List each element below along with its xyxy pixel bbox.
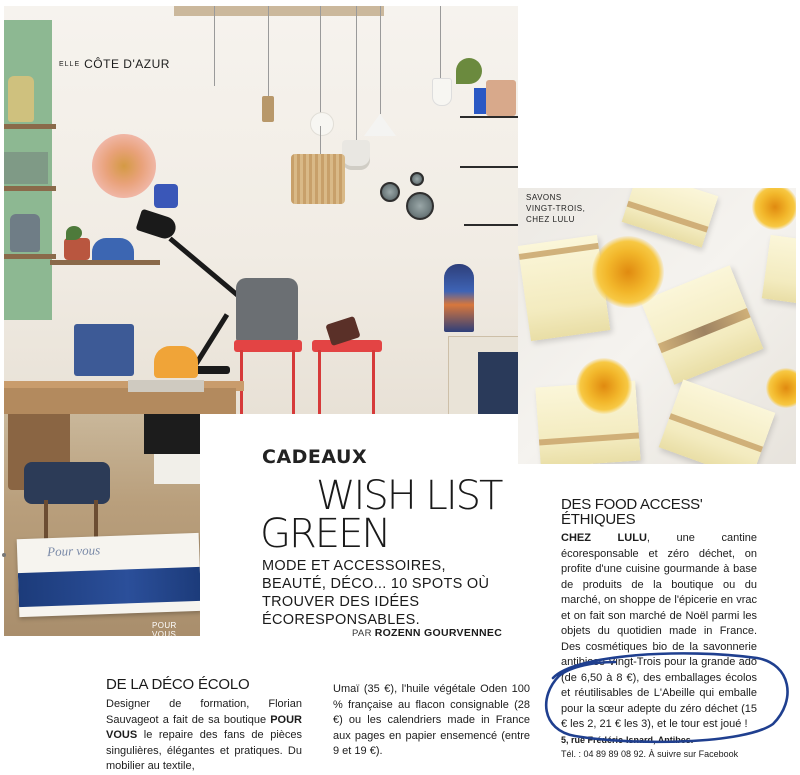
chair-leg [94, 500, 98, 540]
left-column-heading: DE LA DÉCO ÉCOLO [106, 676, 250, 693]
right-column-lead: CHEZ LULU [561, 532, 647, 544]
metal-shelf [464, 224, 518, 226]
pendant-lamp [262, 96, 274, 122]
card-blue-stripe [18, 567, 200, 607]
ceiling-beam [174, 6, 384, 16]
desk-lamp-arm [168, 237, 242, 300]
plant-pot [64, 238, 90, 260]
metal-shelf [460, 166, 518, 168]
round-mirror [380, 182, 400, 202]
lamp-cord [380, 6, 381, 114]
magazine-brand: ELLE [59, 61, 81, 68]
soap-stripe [658, 308, 751, 353]
stool-leg [318, 350, 321, 414]
contact-line [561, 747, 757, 761]
phone: Tél. : 04 89 89 08 92. [561, 748, 647, 759]
right-column-text: , une cantine écoresponsable et zéro déchet, on profite d'une cuisine gourmande à base de produits de la boutique ou du marché, on shoppe de l'épicerie en vrac et on fait son marché de Noël parmi les objets du quotidien made in France. Des cosmétiques bio de la savonnerie antibiose Vingt-Trois pour la grande ado (de 6,50 à 8 €), des emballages écolos et réutilisables de L'Abeille qui emballe pour la sœur adepte du zéro déchet (15 € les 2, 21 € les 3), et le tour est joué ! [561, 532, 757, 730]
left-column-body [106, 697, 302, 775]
shop-interior-photo [4, 6, 518, 414]
right-column-body [561, 531, 757, 761]
blue-ornament [92, 238, 134, 260]
title-line-2: GREEN [260, 511, 390, 557]
section-kicker: CADEAUX [262, 446, 368, 468]
byline-author: ROZENN GOURVENNEC [374, 627, 503, 639]
wall-shelf [4, 186, 56, 191]
decorative-plate [92, 134, 156, 198]
card-text: Pour vous [46, 542, 101, 560]
subtitle: MODE ET ACCESSOIRES, BEAUTÉ, DÉCO... 10 SPOTS OÙ TROUVER DES IDÉES ÉCORESPONSABLES. [262, 558, 490, 628]
wall-shelf [50, 260, 160, 265]
soap-caption [526, 192, 585, 225]
grey-cushion [236, 278, 298, 344]
soap-stripe [669, 413, 763, 452]
shelf-items [4, 152, 48, 184]
plant [66, 226, 82, 240]
metal-shelf [460, 116, 518, 118]
middle-column-body: Umaï (35 €), l'huile végétale Oden 100 % française au flacon consignable (28 €) ou les calendriers made in France aux pages en papier ensemencé (entre 9 et 19 €). [333, 683, 530, 757]
wall-shelf [4, 124, 56, 129]
shop-name: POUR VOUS [106, 713, 302, 741]
round-mirror [410, 172, 424, 186]
pour-vous-card [17, 533, 200, 617]
calendula-flower [766, 368, 796, 408]
calendula-flower [752, 188, 796, 230]
navy-cabinet [478, 352, 518, 414]
blue-vase [154, 184, 178, 208]
follow-note: À suivre sur Facebook [648, 748, 739, 759]
left-column-text-end: le repaire des fans de pièces singulières, élégantes et pratiques. Du mobilier au textile, [106, 729, 302, 772]
desk-items [128, 380, 204, 392]
rattan-pendant-lamp [291, 154, 345, 204]
lamp-cord [214, 6, 215, 86]
lamp-cord [440, 6, 441, 80]
pendant-lamp [342, 140, 370, 170]
pour-vous-photo [4, 414, 200, 636]
pendant-lamp [364, 114, 396, 136]
soap-bar [659, 379, 776, 464]
stool-leg [292, 350, 295, 414]
round-mirror [406, 192, 434, 220]
soap-caption-line: CHEZ LULU [526, 215, 575, 224]
terracotta-pot [486, 80, 516, 116]
chair-seat [24, 462, 110, 504]
magazine-edition-tag [59, 57, 170, 71]
pendant-lamp [310, 112, 334, 136]
soap-caption-line: SAVONS [526, 193, 562, 202]
vase [8, 76, 34, 122]
lamp-cord [320, 126, 321, 156]
calendula-flower [592, 236, 664, 308]
soap-bar [762, 235, 796, 305]
blue-binders [74, 324, 134, 376]
soap-caption-line: VINGT-TROIS, [526, 204, 586, 213]
right-column-heading: DES FOOD ACCESS' ÉTHIQUES [561, 496, 703, 528]
lamp-cord [356, 6, 357, 142]
stool-leg [372, 350, 375, 414]
magazine-edition: CÔTE D'AZUR [84, 57, 170, 71]
pendant-lamp [432, 78, 452, 106]
crop-mark [2, 553, 6, 557]
desk-shadow [144, 414, 200, 454]
lamp-cord [320, 6, 321, 114]
title-line-1: WISH LIST [316, 473, 502, 519]
left-column-text-start: Designer de formation, Florian Sauvageot a fait de sa boutique [106, 698, 302, 726]
pour-vous-caption: POUR VOUS [152, 621, 177, 636]
address: 5, rue Frédéric-Isnard, Antibes. [561, 734, 694, 745]
hanging-plant [456, 58, 482, 84]
blue-bottle [474, 88, 486, 114]
soap-stripe [539, 432, 639, 445]
white-object [154, 454, 200, 484]
calendula-flower [576, 358, 632, 414]
wall-shelf [4, 254, 56, 259]
tiger-plush [154, 346, 198, 378]
soap-stripe [519, 243, 599, 260]
lamp-cord [268, 6, 269, 98]
byline-prefix: PAR [352, 628, 372, 639]
decorative-totem [444, 264, 474, 332]
soap-stripe [627, 201, 709, 233]
byline [352, 627, 502, 639]
soap-photo [518, 188, 796, 464]
storage-jar [10, 214, 40, 252]
